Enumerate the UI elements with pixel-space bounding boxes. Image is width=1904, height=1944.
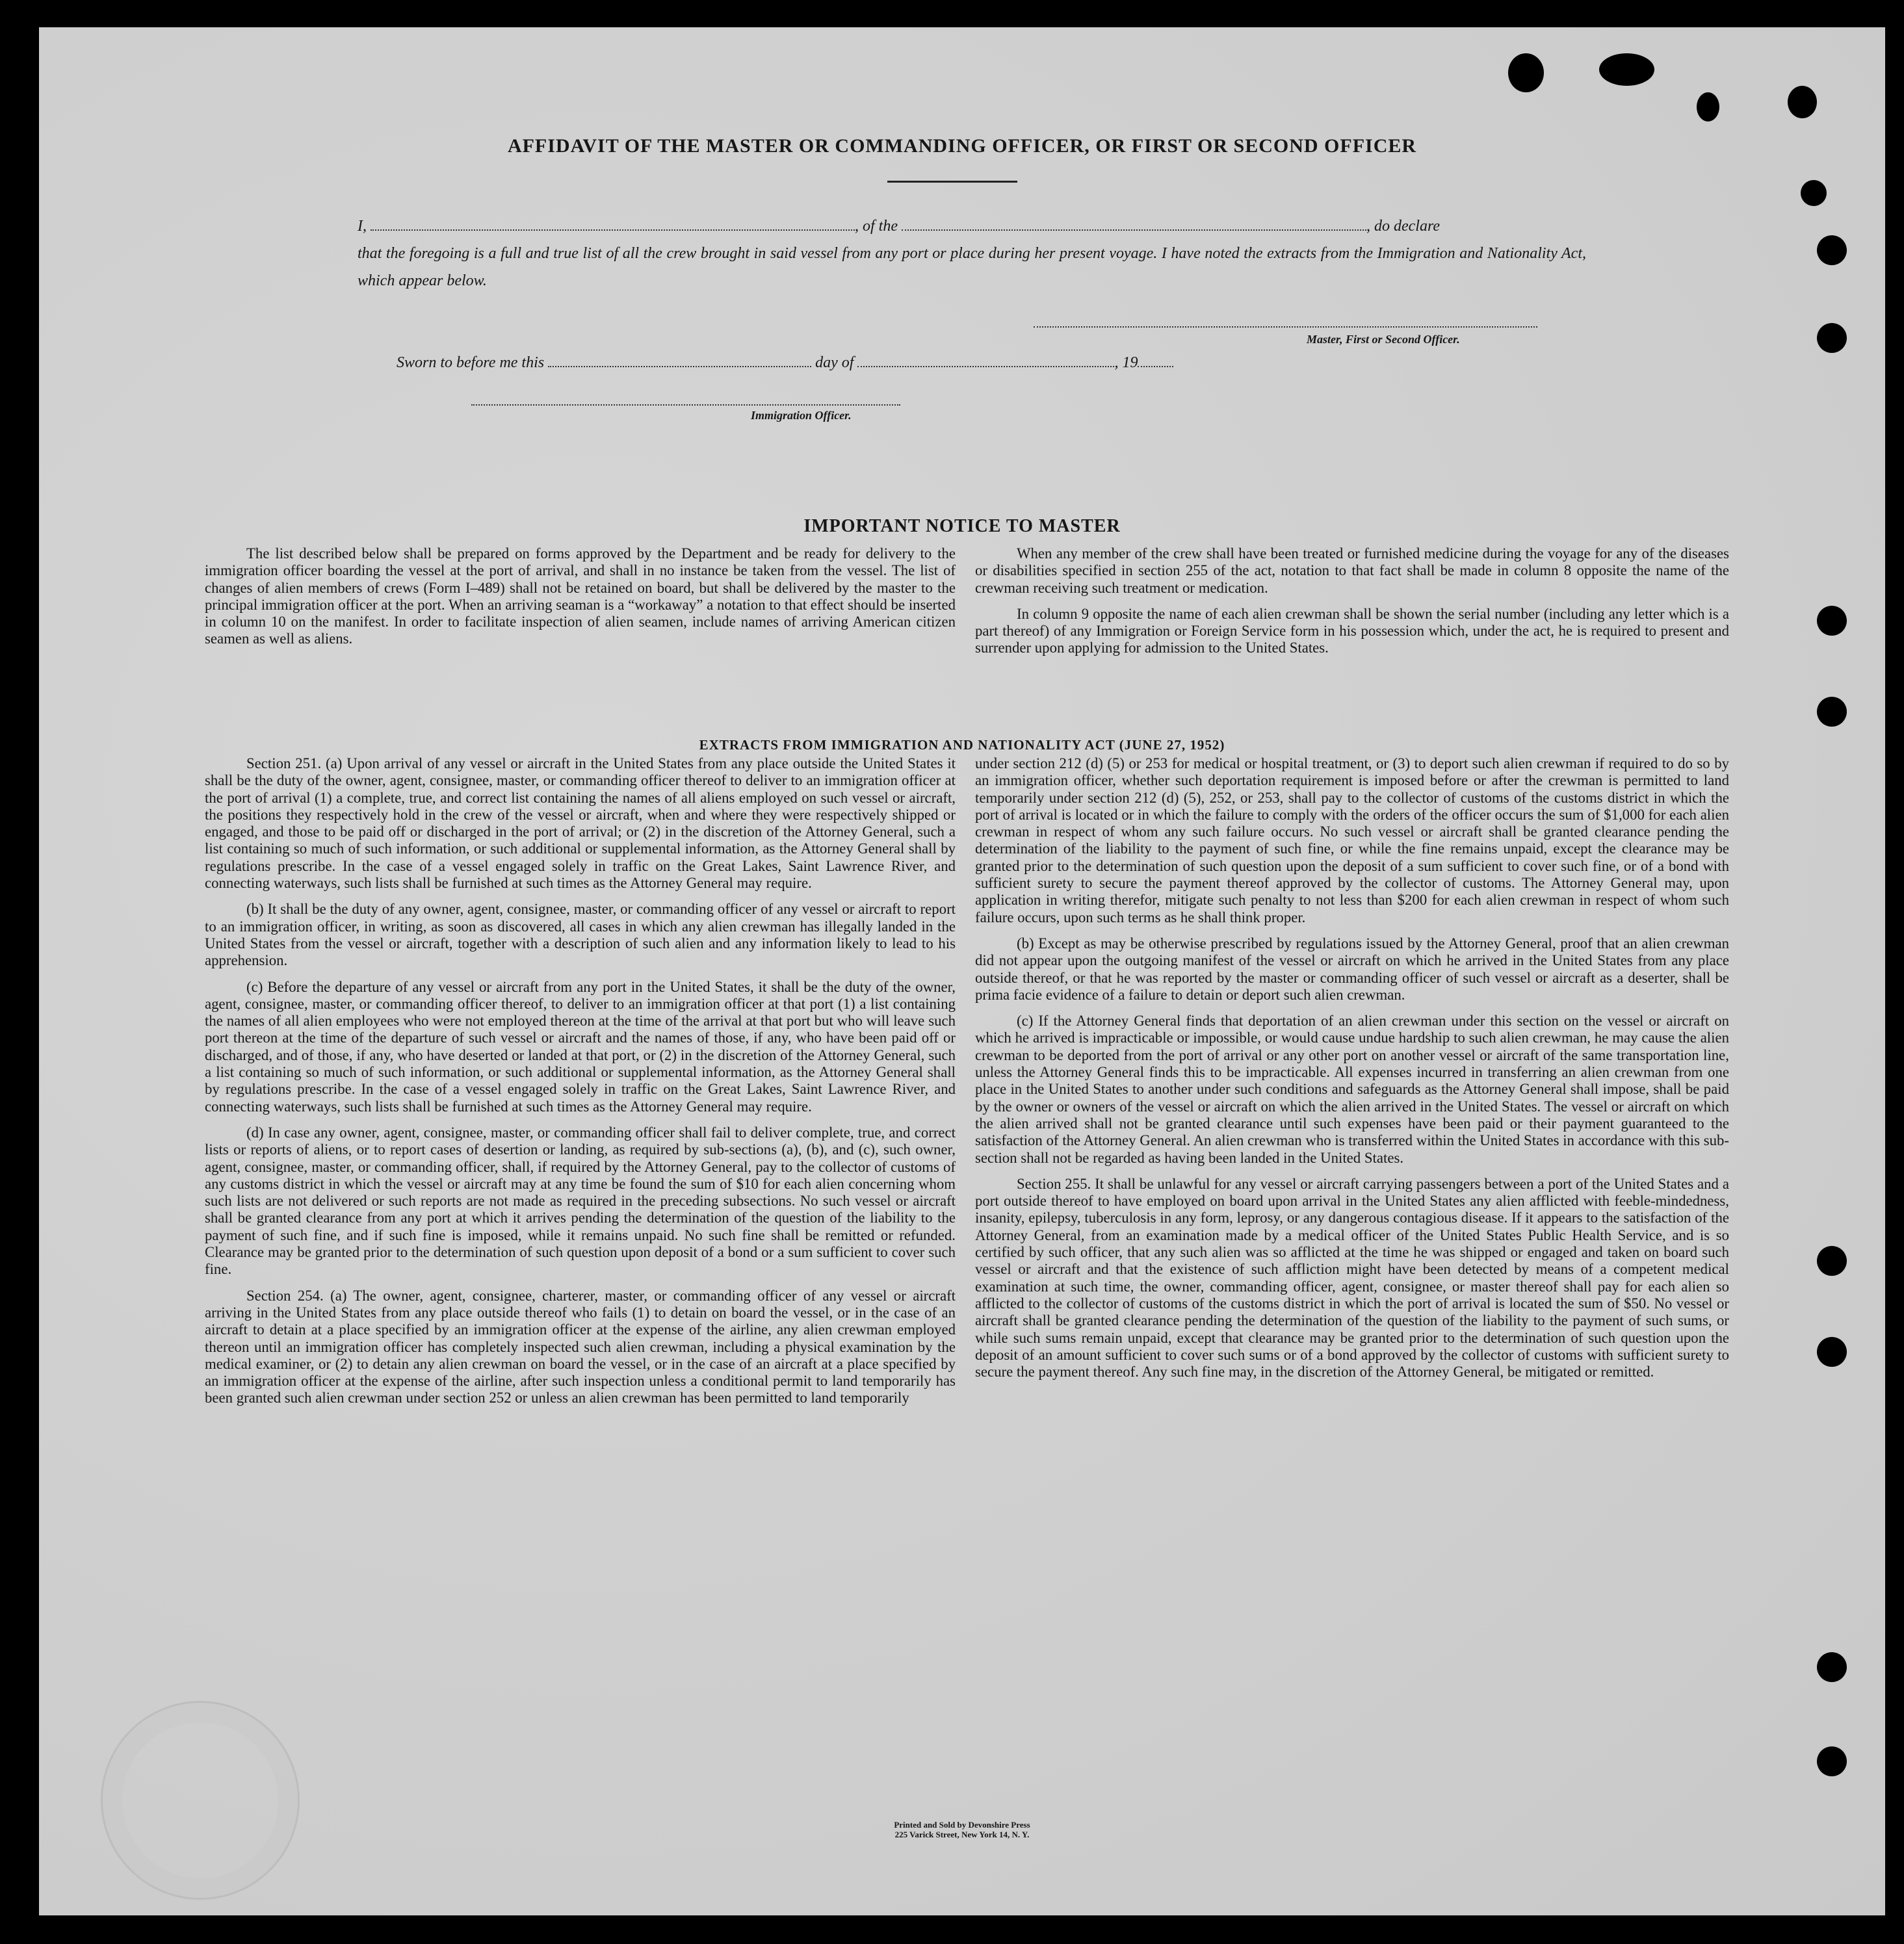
document-sheet [39, 27, 1885, 1915]
master-signature-line[interactable] [1034, 326, 1537, 328]
master-caption: Master, First or Second Officer. [1307, 333, 1460, 346]
officer-caption: Immigration Officer. [751, 409, 852, 422]
affidavit-block [358, 213, 1593, 240]
of-the-label: , of the [855, 218, 898, 235]
day-of-label: day of [815, 354, 854, 371]
name-field[interactable] [371, 216, 855, 231]
declaration-statement: that the foregoing is a full and true list of all the crew brought in said vessel from any port or place during her present voyage. I have noted the extracts from the Immigration and Nationality Act, which appear below. [358, 245, 1586, 289]
punch-hole-icon [1801, 180, 1827, 206]
sworn-day-field[interactable] [548, 353, 811, 367]
ink-blot-icon [1508, 53, 1544, 92]
ink-blot-icon [1788, 86, 1817, 118]
section-251a: Section 251. (a) Upon arrival of any vessel or aircraft in the United States from any place outside the United States it shall be the duty of the owner, agent, consignee, master, or commanding officer thereof to deliver to an immigration officer at the port of arrival (1) a complete, true, and correct list containing the names of all aliens employed on such vessel or aircraft, the positions they respectively hold in the crew of the vessel or aircraft, when and where they were respectively shipped or engaged, and those to be paid off or discharged in the port of arrival; or (2) in the discretion of the Attorney General, such a list containing so much of such information, or such additional or supplemental information, as the Attorney General shall by regulations prescribe. In the case of a vessel engaged solely in traffic on the Great Lakes, Saint Lawrence River, and connecting waterways, such lists shall be furnished at such times as the Attorney General may require. [205, 755, 956, 892]
punch-hole-icon [1817, 1746, 1847, 1776]
notice-left-column [205, 545, 956, 657]
i-label: I, [358, 218, 367, 235]
do-declare-label: , do declare [1366, 218, 1441, 235]
sworn-label: Sworn to before me this [397, 354, 545, 371]
vessel-field[interactable] [902, 216, 1366, 231]
punch-hole-icon [1817, 323, 1847, 353]
punch-hole-icon [1817, 606, 1847, 636]
notice-right-paragraph-2: In column 9 opposite the name of each alien crewman shall be shown the serial number (including any letter which is a part thereof) of any Immigration or Foreign Service form in his possession which, under the act, he is required to present and surrender upon applying for admission to the United States. [975, 605, 1729, 656]
punch-hole-icon [1817, 1337, 1847, 1367]
notice-title: IMPORTANT NOTICE TO MASTER [803, 516, 1121, 536]
declaration-line [358, 213, 1593, 240]
section-251c: (c) Before the departure of any vessel or aircraft from any port in the United States, it shall be the duty of the owner, agent, consignee, master, or commanding officer thereof, to deliver to an immigration officer at that port (1) a list containing the names of all alien employees who were not employed thereon at the time of the arrival at that port but who will leave such port thereon at the time of the departure of such vessel or aircraft and the names of those, if any, who have been paid off or discharged, and of those, if any, who have deserted or landed at that port, or (2) in the discretion of the Attorney General, such a list containing so much of such information, or such additional or supplemental information, as the Attorney General shall by regulations prescribe. In the case of a vessel engaged solely in traffic on the Great Lakes, Saint Lawrence River, and connecting waterways, such lists shall be furnished at such times as the Attorney General may require. [205, 978, 956, 1115]
section-254c: (c) If the Attorney General finds that deportation of an alien crewman under this section on the vessel or aircraft on which he arrived is impracticable or impossible, or would cause undue hardship to such alien crewman, he may cause the alien crewman to be deported from the port of arrival or any other port on another vessel or aircraft of the same transportation line, unless the Attorney General finds this to be impracticable. All expenses incurred in transferring an alien crewman from one place in the United States to another under such conditions and safeguards as the Attorney General shall impose, shall be paid by the owner or owners of the vessel or aircraft on which the alien arrived in the United States. The vessel or aircraft on which the alien arrived shall not be granted clearance until such expenses have been paid or their payment guaranteed to the satisfaction of the Attorney General. An alien crewman who is transferred within the United States in accordance with this sub-section shall not be regarded as having been landed in the United States. [975, 1013, 1729, 1166]
printer-line-2: 225 Varick Street, New York 14, N. Y. [894, 1830, 1030, 1839]
sworn-month-field[interactable] [857, 353, 1114, 367]
punch-hole-icon [1817, 1246, 1847, 1276]
notice-left-paragraph: The list described below shall be prepared on forms approved by the Department and be ready for delivery to the immigration officer boarding the vessel at the port of arrival, and shall in no instance be taken from the vessel. The list of changes of alien members of crews (Form I–489) shall not be retained on board, but shall be delivered by the master to the principal immigration officer at the port. When an arriving seaman is a “workaway” a notation to that effect should be inserted in column 10 on the manifest. In order to facilitate inspection of alien seamen, include names of arriving American citizen seamen as well as aliens. [205, 545, 956, 647]
sworn-line [397, 349, 1173, 376]
notice-right-column [975, 545, 1729, 666]
embossed-seal-icon [101, 1701, 300, 1900]
punch-hole-icon [1817, 235, 1847, 265]
printer-imprint [39, 1820, 1885, 1839]
sworn-year-field[interactable] [1138, 353, 1173, 367]
punch-hole-icon [1817, 697, 1847, 727]
printer-line-1: Printed and Sold by Devonshire Press [894, 1820, 1030, 1830]
section-251d: (d) In case any owner, agent, consignee, master, or commanding officer shall fail to deliver complete, true, and correct lists or reports of aliens, or to report cases of desertion or landing, as required by sub-sections (a), (b), and (c), such owner, agent, consignee, master, or commanding officer, shall, if required by the Attorney General, pay to the collector of customs of any customs district in which the vessel or aircraft may at any time be found the sum of $10 for each alien concerning whom such lists are not delivered or such reports are not made as required in the preceding subsections. No such vessel or aircraft shall be granted clearance from any port at which it arrives pending the determination of the question of the liability to the payment of such fine, and if such fine is imposed, while it remains unpaid. No such fine shall be remitted or refunded. Clearance may be granted prior to the determination of such question upon deposit of a bond or a sum sufficient to cover such fine. [205, 1124, 956, 1278]
extracts-right-column [975, 755, 1729, 1390]
section-251b: (b) It shall be the duty of any owner, agent, consignee, master, or commanding officer of any vessel or aircraft to report to an immigration officer, in writing, as soon as discovered, all cases in which any alien crewman has illegally landed in the United States from the vessel or aircraft, together with a description of such alien and any information likely to lead to his apprehension. [205, 901, 956, 969]
section-254b: (b) Except as may be otherwise prescribed by regulations issued by the Attorney General, proof that an alien crewman did not appear upon the outgoing manifest of the vessel or aircraft on which he arrived in the United States from any place outside thereof, or that he was reported by the master or commanding officer of such vessel or aircraft as a deserter, shall be prima facie evidence of a failure to detain or deport such alien crewman. [975, 935, 1729, 1003]
section-255: Section 255. It shall be unlawful for any vessel or aircraft carrying passengers between a port of the United States and a port outside thereof to have employed on board upon arrival in the United States any alien afflicted with feeble-mindedness, insanity, epilepsy, tuberculosis in any form, leprosy, or any dangerous contagious disease. If it appears to the satisfaction of the Attorney General, from an examination made by a medical officer of the United States Public Health Service, and is so certified by such officer, that any such alien was so afflicted at the time he was shipped or engaged and taken on board such vessel or aircraft and that the existence of such affliction might have been detected by means of a competent medical examination at such time, the owner, commanding officer, agent, consignee, or master thereof shall pay for each alien so afflicted to the collector of customs of the customs district in which the port of arrival is located the sum of $50. No vessel or aircraft shall be granted clearance pending the determination of the question of the liability to the payment of such sums, or while such sums remain unpaid, except that clearance may be granted prior to the determination of such question upon the deposit of an amount sufficient to cover such sums or of a bond approved by the collector of customs with sufficient surety to secure the payment thereof. Any such fine may, in the discretion of the Attorney General, be mitigated or remitted. [975, 1175, 1729, 1380]
year-prefix: , 19 [1114, 354, 1138, 371]
title-divider [887, 181, 1017, 183]
extracts-title: EXTRACTS FROM IMMIGRATION AND NATIONALITY ACT (JUNE 27, 1952) [699, 737, 1225, 753]
ink-blot-icon [1697, 92, 1719, 122]
extracts-left-column [205, 755, 956, 1416]
punch-hole-icon [1817, 1652, 1847, 1682]
officer-signature-line[interactable] [471, 404, 900, 406]
affidavit-title: AFFIDAVIT OF THE MASTER OR COMMANDING OFFICER, OR FIRST OR SECOND OFFICER [507, 135, 1417, 157]
notice-right-paragraph-1: When any member of the crew shall have been treated or furnished medicine during the voyage for any of the diseases or disabilities specified in section 255 of the act, notation to that fact shall be made in column 8 opposite the name of the crewman receiving such treatment or medication. [975, 545, 1729, 596]
section-254a: Section 254. (a) The owner, agent, consignee, charterer, master, or commanding officer of any vessel or aircraft arriving in the United States from any place outside thereof who fails (1) to detain on board the vessel, or in the case of an aircraft to detain at a place specified by an immigration officer at the expense of the airline, any alien crewman employed thereon until an immigration officer has completely inspected such alien crewman, including a physical examination by the medical examiner, or (2) to detain any alien crewman on board the vessel, or in the case of an aircraft at a place specified by an immigration officer at the expense of the airline, after such inspection unless a conditional permit to land temporarily has been granted such alien crewman under section 252 or unless an alien crewman has been permitted to land temporarily [205, 1287, 956, 1406]
section-254a-continued: under section 212 (d) (5) or 253 for medical or hospital treatment, or (3) to deport such alien crewman if required to do so by an immigration officer, whether such deportation requirement is imposed before or after the crewman is permitted to land temporarily under section 212 (d) (5), 252, or 253, shall pay to the collector of customs of the customs district in which the port of arrival is located or in which the failure to comply with the orders of the officer occurs the sum of $1,000 for each alien crewman in respect of whom any such failure occurs. No such vessel or aircraft shall be granted clearance pending the determination of the liability to the payment of such fine, or while the fine remains unpaid, except the clearance may be granted prior to the determination of such question upon the deposit of a sum sufficient to cover such fine, or of a bond with sufficient surety to secure the payment thereof approved by the collector of customs. The Attorney General may, upon application in writing therefor, mitigate such penalty to not less than $200 for each alien crewman in respect of whom such failure occurs, upon such terms as he shall think proper. [975, 755, 1729, 926]
ink-blot-icon [1599, 53, 1654, 86]
